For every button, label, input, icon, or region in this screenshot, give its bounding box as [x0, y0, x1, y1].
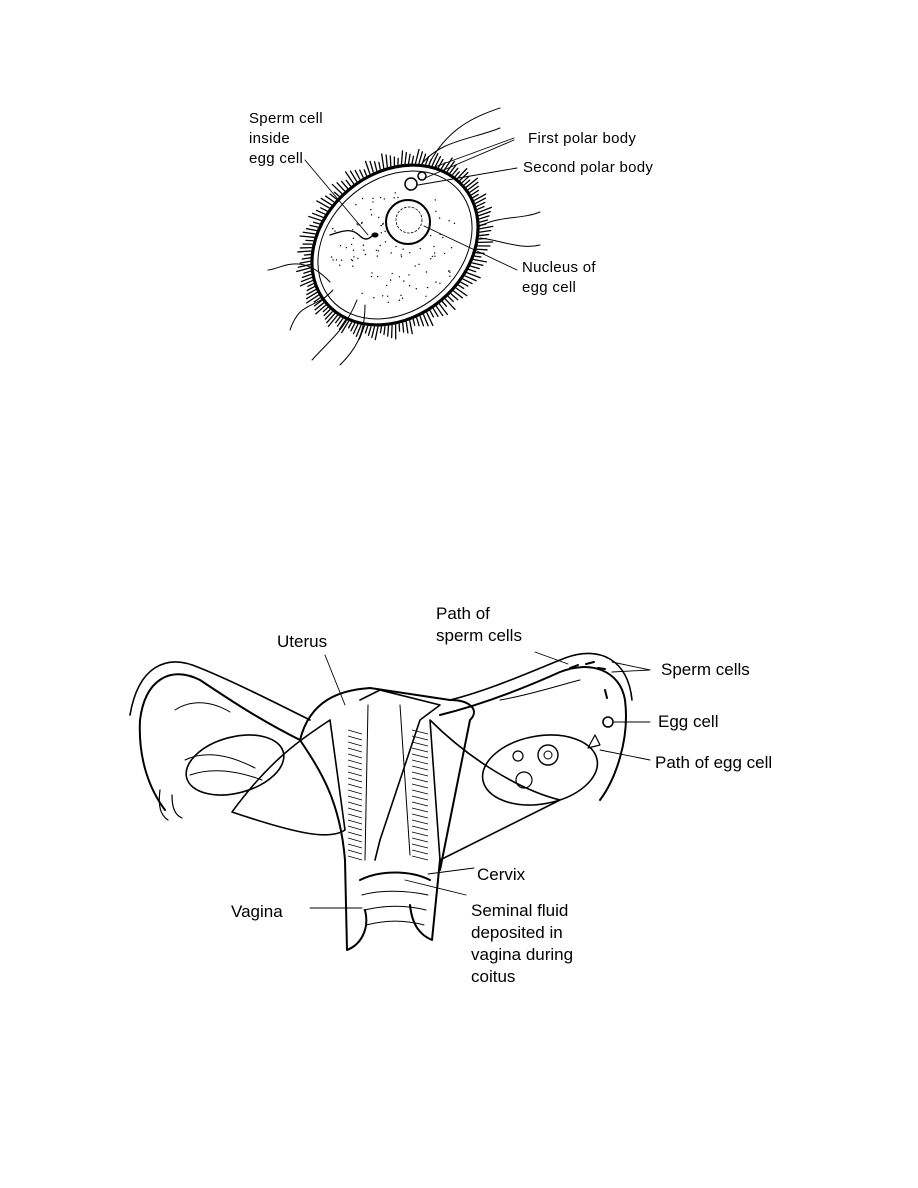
label-uterus: Uterus: [277, 632, 328, 651]
label-sperm-cells: Sperm cells: [661, 660, 750, 679]
label-second-polar-body: Second polar body: [523, 159, 654, 176]
label-vagina: Vagina: [231, 902, 283, 921]
label-path-of-sperm: Path of sperm cells: [436, 604, 522, 645]
label-cervix: Cervix: [477, 865, 526, 884]
label-egg-nucleus: Nucleus of egg cell: [522, 259, 596, 296]
label-seminal-fluid: Seminal fluid deposited in vagina during coitus: [471, 901, 574, 986]
label-sperm-inside-egg: Sperm cell inside egg cell: [249, 110, 323, 167]
label-egg-cell: Egg cell: [658, 712, 719, 731]
label-first-polar-body: First polar body: [528, 130, 637, 147]
label-path-of-egg: Path of egg cell: [655, 753, 773, 772]
